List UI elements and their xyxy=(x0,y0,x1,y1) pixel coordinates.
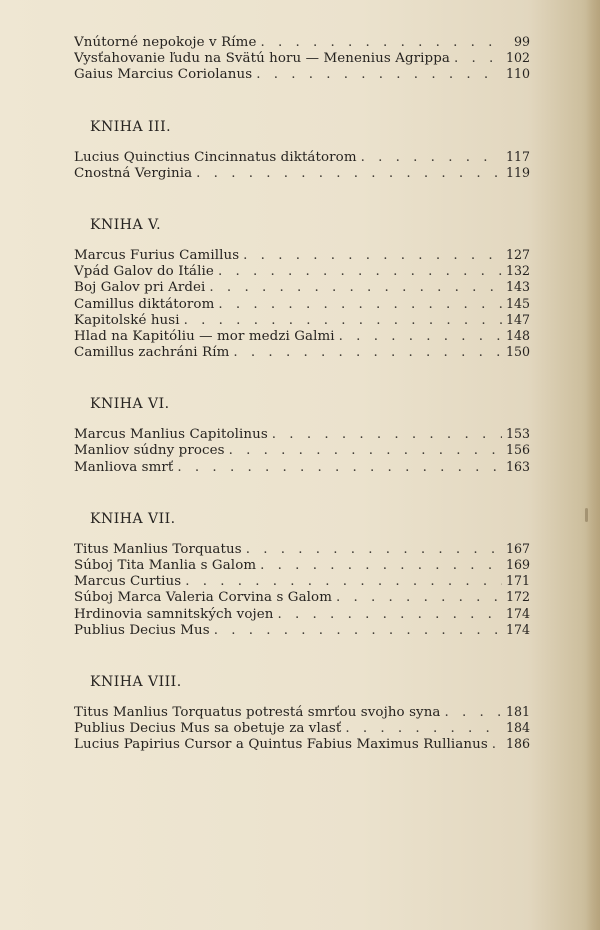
entry-title: Camillus diktátorom xyxy=(74,296,215,312)
toc-entry xyxy=(74,296,530,312)
toc-entry xyxy=(74,573,530,589)
entry-title: Marcus Curtius xyxy=(74,574,182,590)
entry-page: 127 xyxy=(505,246,530,262)
toc-entry xyxy=(74,736,530,752)
entry-page: 102 xyxy=(505,50,530,66)
book-heading: KNIHA III. xyxy=(90,118,172,135)
entry-title: Kapitolské husi xyxy=(74,312,180,328)
entry-page: 181 xyxy=(505,703,530,719)
toc-entry xyxy=(74,704,530,720)
toc-entry xyxy=(74,34,530,50)
leader-dots xyxy=(177,460,502,475)
leader-dots xyxy=(361,150,502,165)
leader-dots xyxy=(184,313,502,328)
toc-entry xyxy=(74,589,530,605)
leader-dots xyxy=(336,590,502,605)
entry-title: Hlad na Kapitóliu — mor medzi Galmi xyxy=(74,328,335,344)
entry-title: Manliov súdny proces xyxy=(74,443,225,459)
entry-title: Lucius Papirius Cursor a Quintus Fabius Maximus Rullianus xyxy=(74,737,488,753)
toc-entry xyxy=(74,622,530,638)
entry-page: 174 xyxy=(505,605,530,621)
leader-dots xyxy=(246,542,502,557)
leader-dots xyxy=(243,248,502,263)
leader-dots xyxy=(229,443,502,458)
toc-entry xyxy=(74,426,530,442)
entry-page: 145 xyxy=(505,295,530,311)
entry-title: Publius Decius Mus xyxy=(74,622,210,638)
entry-title: Camillus zachráni Rím xyxy=(74,345,230,361)
toc-entry xyxy=(74,557,530,573)
entry-page: 174 xyxy=(505,621,530,637)
entry-title: Manliova smrť xyxy=(74,459,174,475)
leader-dots xyxy=(233,345,502,360)
book-heading: KNIHA VII. xyxy=(90,510,176,527)
toc-entry xyxy=(74,312,530,328)
table-of-contents xyxy=(74,34,530,753)
toc-entry xyxy=(74,50,530,66)
entry-title: Súboj Marca Valeria Corvina s Galom xyxy=(74,590,332,606)
entry-page: 117 xyxy=(505,148,530,164)
entry-title: Cnostná Verginia xyxy=(74,165,193,181)
toc-entry xyxy=(74,66,530,82)
toc-entry xyxy=(74,720,530,736)
leader-dots xyxy=(256,67,502,82)
leader-dots xyxy=(196,166,502,181)
entry-title: Gaius Marcius Coriolanus xyxy=(74,67,253,83)
entry-page: 156 xyxy=(505,442,530,458)
entry-title: Marcus Furius Camillus xyxy=(74,247,240,263)
entry-page: 169 xyxy=(505,557,530,572)
leader-dots xyxy=(445,705,502,720)
book-heading: KNIHA V. xyxy=(90,216,162,233)
toc-entry xyxy=(74,263,530,279)
book-heading: KNIHA VIII. xyxy=(90,673,182,690)
entry-page: 119 xyxy=(505,164,530,180)
leader-dots xyxy=(454,51,502,66)
leader-dots xyxy=(492,737,502,752)
entry-title: Boj Galov pri Ardei xyxy=(74,280,206,296)
entry-title: Vpád Galov do Itálie xyxy=(74,264,214,280)
toc-group-book-5 xyxy=(74,215,530,360)
leader-dots xyxy=(214,623,502,638)
entry-page: 171 xyxy=(505,573,530,589)
leader-dots xyxy=(345,721,502,736)
toc-group-book-7 xyxy=(74,509,530,638)
leader-dots xyxy=(260,35,506,50)
book-heading: KNIHA VI. xyxy=(90,396,170,413)
toc-entry xyxy=(74,344,530,360)
leader-dots xyxy=(260,558,502,573)
entry-page: 184 xyxy=(505,720,530,736)
toc-entry xyxy=(74,541,530,557)
entry-title: Lucius Quinctius Cincinnatus diktátorom xyxy=(74,149,357,165)
toc-entry xyxy=(74,442,530,458)
entry-page: 110 xyxy=(505,66,530,82)
entry-title: Titus Manlius Torquatus potrestá smrťou svojho syna xyxy=(74,704,441,720)
page-spine-shadow xyxy=(586,0,600,930)
entry-page: 153 xyxy=(505,426,530,442)
entry-page: 172 xyxy=(505,589,530,605)
toc-entry xyxy=(74,328,530,344)
leader-dots xyxy=(272,427,502,442)
entry-title: Vnútorné nepokoje v Ríme xyxy=(74,35,257,50)
entry-page: 148 xyxy=(505,327,530,343)
entry-page: 167 xyxy=(505,540,530,556)
entry-title: Vysťahovanie ľudu na Svätú horu — Menenius Agrippa xyxy=(74,51,450,67)
leader-dots xyxy=(278,607,502,622)
toc-group-continuation xyxy=(74,34,530,83)
entry-page: 99 xyxy=(513,34,530,49)
leader-dots xyxy=(339,329,502,344)
entry-page: 132 xyxy=(505,263,530,279)
leader-dots xyxy=(218,264,502,279)
leader-dots xyxy=(185,574,502,589)
toc-entry xyxy=(74,459,530,475)
leader-dots xyxy=(209,280,502,295)
toc-entry xyxy=(74,247,530,263)
page-blemish xyxy=(585,508,588,522)
toc-entry xyxy=(74,606,530,622)
toc-group-book-3 xyxy=(74,117,530,181)
entry-page: 143 xyxy=(505,279,530,295)
entry-page: 147 xyxy=(505,311,530,327)
entry-title: Marcus Manlius Capitolinus xyxy=(74,427,268,443)
entry-title: Titus Manlius Torquatus xyxy=(74,541,242,557)
entry-page: 186 xyxy=(505,736,530,752)
toc-entry xyxy=(74,279,530,295)
toc-group-book-8 xyxy=(74,672,530,753)
toc-entry xyxy=(74,149,530,165)
entry-title: Publius Decius Mus sa obetuje za vlasť xyxy=(74,721,342,737)
entry-page: 150 xyxy=(505,344,530,360)
toc-entry xyxy=(74,165,530,181)
entry-page: 163 xyxy=(505,458,530,474)
leader-dots xyxy=(218,297,502,312)
entry-title: Hrdinovia samnitských vojen xyxy=(74,606,274,622)
toc-group-book-6 xyxy=(74,394,530,475)
entry-title: Súboj Tita Manlia s Galom xyxy=(74,558,257,573)
